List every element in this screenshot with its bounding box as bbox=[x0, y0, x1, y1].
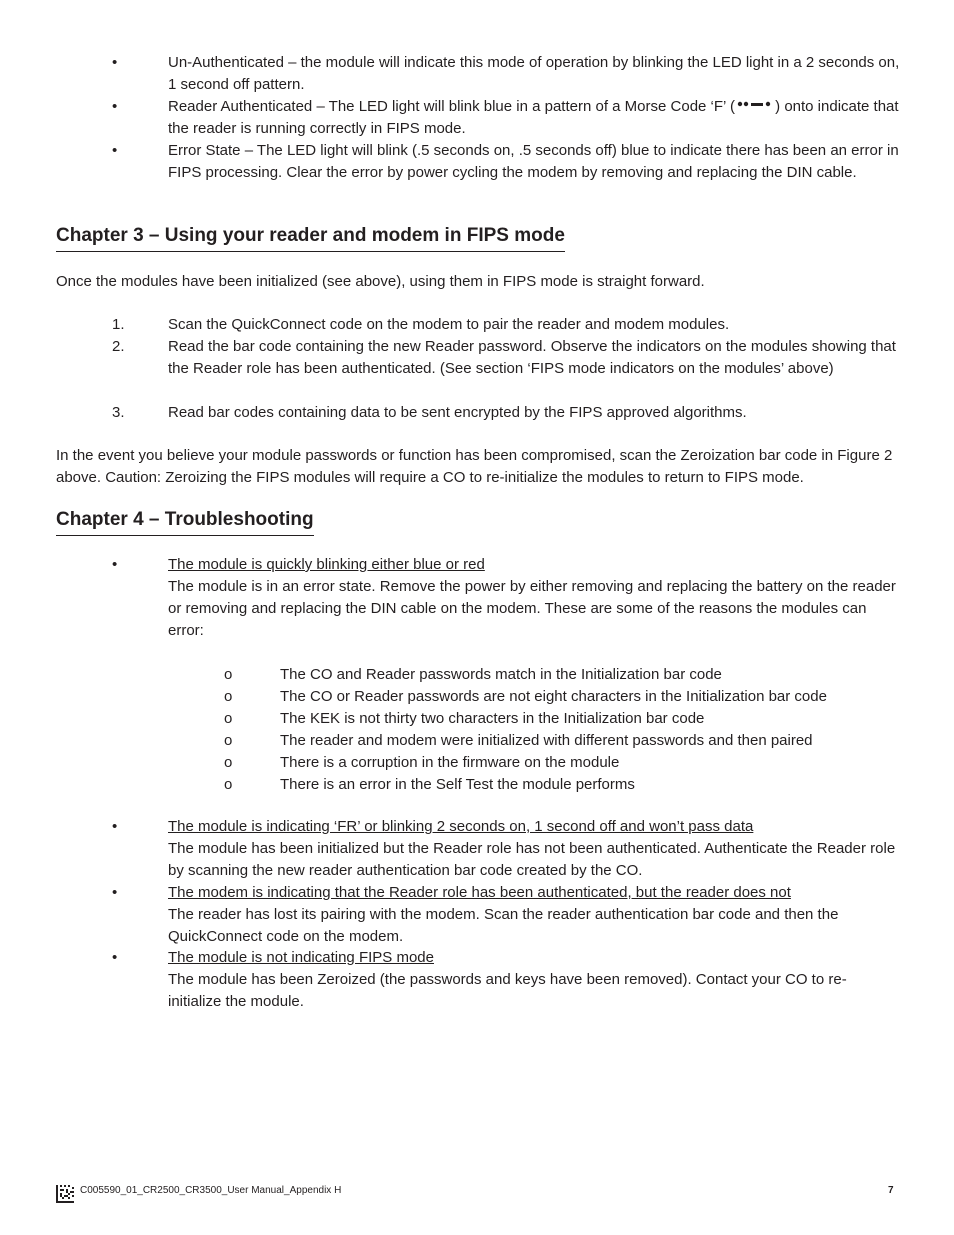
step-text: Read bar codes containing data to be sent encrypted by the FIPS approved algorithms. bbox=[168, 404, 747, 421]
sub-bullet-symbol: o bbox=[224, 666, 233, 683]
error-reason: The reader and modem were initialized with different passwords and then paired bbox=[280, 732, 813, 749]
chapter-4-heading: Chapter 4 – Troubleshooting bbox=[56, 507, 314, 536]
bullet-reader-authenticated: Reader Authenticated – The LED light will blink blue in a pattern of a Morse Code ‘F’ ( ) onto indicate that the reader is running correctly in FIPS mode. bbox=[168, 98, 899, 137]
footer-document-id: C005590_01_CR2500_CR3500_User Manual_Appendix H bbox=[80, 1185, 342, 1196]
error-reason: The CO and Reader passwords match in the Initialization bar code bbox=[280, 666, 722, 683]
sub-bullet-symbol: o bbox=[224, 688, 233, 705]
page-number: 7 bbox=[888, 1185, 894, 1196]
bullet-symbol: • bbox=[112, 884, 118, 901]
issue-body: The module is in an error state. Remove the power by either removing and replacing the battery on the reader or removing and replacing the DIN cable on the modem. These are some of the reasons the modules can error: bbox=[168, 578, 896, 639]
error-reason: The KEK is not thirty two characters in the Initialization bar code bbox=[280, 710, 705, 727]
bullet-un-authenticated: Un-Authenticated – the module will indicate this mode of operation by blinking the LED light in a 2 seconds on, 1 second off pattern. bbox=[168, 54, 900, 93]
sub-bullet-symbol: o bbox=[224, 732, 233, 749]
issue-title: The module is not indicating FIPS mode bbox=[168, 949, 434, 966]
chapter-3-closing: In the event you believe your module passwords or function has been compromised, scan the Zeroization bar code in Figure 2 above. Caution: Zeroizing the FIPS modules will require a CO to re-initialize the modules to return to FIPS mode. bbox=[56, 447, 893, 486]
bullet-symbol: • bbox=[112, 556, 118, 573]
morse-code-f-icon bbox=[737, 101, 771, 109]
error-reason: There is an error in the Self Test the module performs bbox=[280, 776, 635, 793]
chapter-3-intro: Once the modules have been initialized (see above), using them in FIPS mode is straight forward. bbox=[56, 273, 705, 290]
step-number: 1. bbox=[112, 316, 125, 333]
bullet-symbol: • bbox=[112, 98, 118, 115]
step-number: 2. bbox=[112, 338, 125, 355]
bullet-symbol: • bbox=[112, 142, 118, 159]
issue-title: The module is indicating ‘FR’ or blinking 2 seconds on, 1 second off and won’t pass data bbox=[168, 818, 754, 835]
bullet-symbol: • bbox=[112, 949, 118, 966]
sub-bullet-symbol: o bbox=[224, 754, 233, 771]
bullet-error-state: Error State – The LED light will blink (.5 seconds on, .5 seconds off) blue to indicate there has been an error in FIPS processing. Clear the error by power cycling the modem by removing and replacing the DIN cable. bbox=[168, 142, 899, 181]
step-text: Scan the QuickConnect code on the modem to pair the reader and modem modules. bbox=[168, 316, 730, 333]
issue-body: The reader has lost its pairing with the modem. Scan the reader authentication bar code and then the QuickConnect code on the modem. bbox=[168, 906, 839, 945]
bullet-symbol: • bbox=[112, 818, 118, 835]
error-reason: The CO or Reader passwords are not eight characters in the Initialization bar code bbox=[280, 688, 827, 705]
error-reason: There is a corruption in the firmware on the module bbox=[280, 754, 620, 771]
issue-title: The module is quickly blinking either blue or red bbox=[168, 556, 485, 573]
sub-bullet-symbol: o bbox=[224, 776, 233, 793]
sub-bullet-symbol: o bbox=[224, 710, 233, 727]
step-number: 3. bbox=[112, 404, 125, 421]
issue-body: The module has been Zeroized (the passwords and keys have been removed). Contact your CO to re-initialize the module. bbox=[168, 971, 847, 1010]
step-text: Read the bar code containing the new Reader password. Observe the indicators on the modules showing that the Reader role has been authenticated. (See section ‘FIPS mode indicators on the modules’ above) bbox=[168, 338, 896, 377]
datamatrix-barcode-icon bbox=[56, 1185, 74, 1203]
chapter-3-heading: Chapter 3 – Using your reader and modem in FIPS mode bbox=[56, 223, 565, 252]
issue-body: The module has been initialized but the Reader role has not been authenticated. Authenticate the Reader role by scanning the new reader authentication bar code created by the CO. bbox=[168, 840, 896, 879]
bullet-symbol: • bbox=[112, 54, 118, 71]
issue-title: The modem is indicating that the Reader role has been authenticated, but the reader does not bbox=[168, 884, 791, 901]
